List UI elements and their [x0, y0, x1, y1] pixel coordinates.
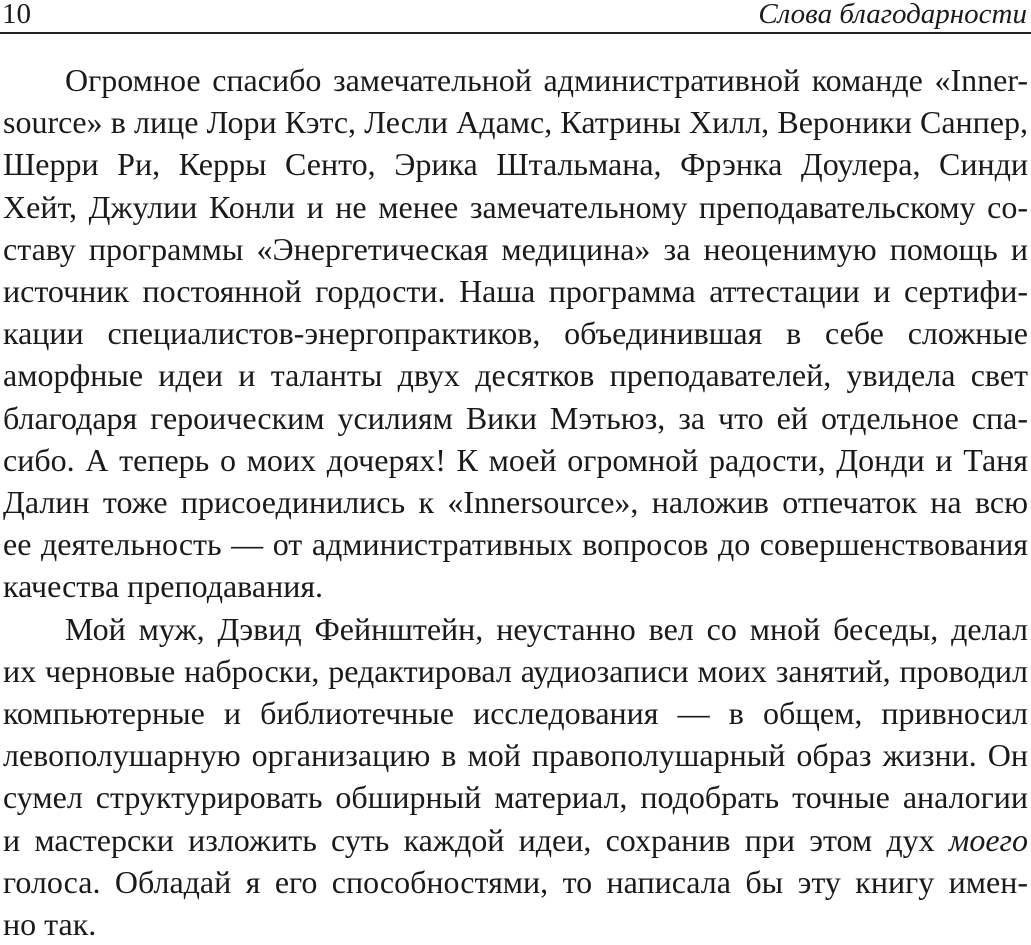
text-line: Хейт, Джулии Конли и не менее замечательному преподавательскому со-: [3, 188, 1028, 225]
text-line: Шерри Ри, Керры Сенто, Эрика Штальмана, Фрэнка Доулера, Синди: [3, 146, 1028, 183]
text-line: Огромное спасибо замечательной административной команде «Inner-: [65, 62, 1028, 98]
section-title: Слова благодарности: [758, 0, 1027, 30]
body-text: [3, 59, 1028, 945]
text-line: источник постоянной гордости. Наша программа аттестации и сертифи-: [3, 273, 1028, 310]
text-line: левополушарную организацию в мой правополушарный образ жизни. Он: [3, 737, 1028, 774]
text-line: компьютерные и библиотечные исследования — в общем, привносил: [3, 695, 1028, 732]
text-line: их черновые наброски, редактировал аудиозаписи моих занятий, проводил: [3, 652, 1028, 689]
text-line: сибо. А теперь о моих дочерях! К моей огромной радости, Донди и Таня: [3, 441, 1028, 478]
text-line: качества преподавания.: [3, 568, 324, 605]
running-head: [0, 0, 1031, 34]
text-line: [3, 819, 1028, 861]
text-line: Мой муж, Дэвид Фейнштейн, неустанно вел со мной беседы, делал: [65, 610, 1028, 647]
text-line: сумел структурировать обширный материал, подобрать точные аналогии: [3, 779, 1028, 816]
text-line: аморфные идеи и таланты двух десятков преподавателей, увидела свет: [3, 357, 1028, 394]
italic-word: моего: [948, 821, 1029, 858]
paragraph-1: [3, 59, 1028, 608]
text-line: голоса. Обладай я его способностями, то написала бы эту книгу имен-: [3, 863, 1028, 900]
text-line: ее деятельность — от административных вопросов до совершенствования: [3, 526, 1028, 563]
text-line: source» в лице Лори Кэтс, Лесли Адамс, Катрины Хилл, Вероники Санпер,: [3, 104, 1028, 141]
text-line: благодаря героическим усилиям Вики Мэтьюз, за что ей отдельное спа-: [3, 399, 1028, 436]
text-line: кации специалистов-энергопрактиков, объединившая в себе сложные: [3, 315, 1028, 352]
text-line: ставу программы «Энергетическая медицина» за неоценимую помощь и: [3, 230, 1028, 267]
page-number: 10: [2, 0, 31, 30]
paragraph-2: [3, 608, 1028, 945]
text-segment: и мастерски изложить суть каждой идеи, сохранив при этом дух: [3, 821, 935, 858]
text-line: Далин тоже присоединились к «Innersource», наложив отпечаток на всю: [3, 484, 1028, 521]
text-line: но так.: [3, 906, 97, 943]
